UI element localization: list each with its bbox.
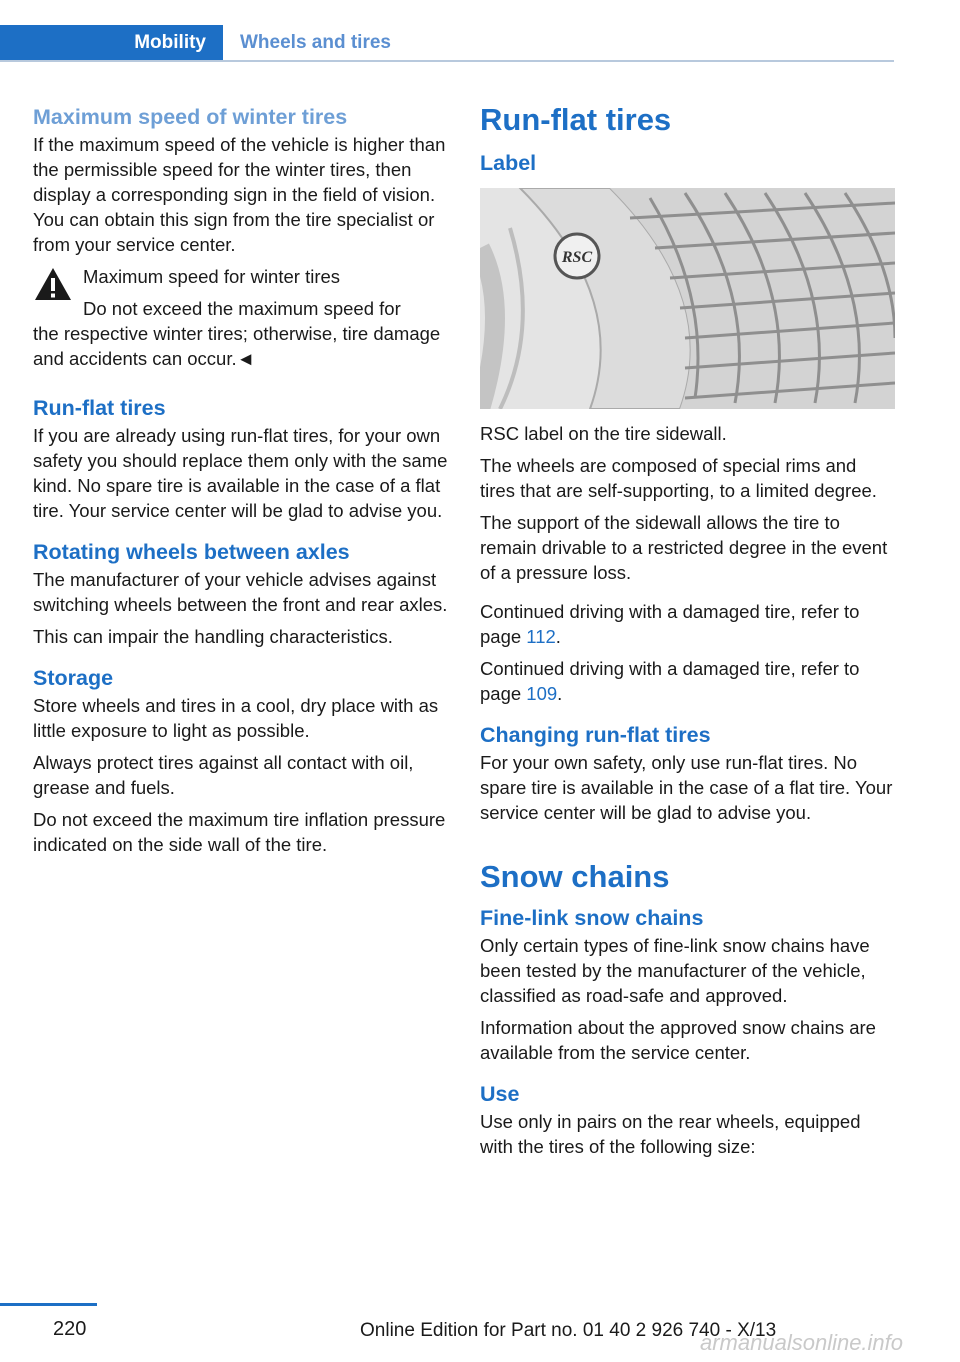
- tab-wheels-and-tires[interactable]: Wheels and tires: [240, 32, 391, 53]
- use-text: Use only in pairs on the rear wheels, equipped with the tires of the following size:: [480, 1111, 861, 1157]
- runflat-text: If you are already using run-flat tires, for your own safety you should replace them only with the same kind. No spare tire is available in the case of a flat tire. Your service center will be glad to advise you.: [33, 425, 448, 521]
- fine-link-heading: Fine-link snow chains: [480, 906, 704, 930]
- rotating-heading: Rotating wheels between axles: [33, 540, 350, 564]
- rsc-logo-text: RSC: [561, 249, 593, 266]
- right-column: [480, 98, 895, 1159]
- footer-divider: [0, 1303, 97, 1306]
- fine-link-text-2: Information about the approved snow chains are available from the service center.: [480, 1017, 876, 1063]
- reference-112-text: Continued driving with a damaged tire, refer to page: [480, 601, 860, 647]
- storage-heading: Storage: [33, 666, 114, 690]
- reference-109: Continued driving with a damaged tire, refer to page 109.: [480, 658, 860, 704]
- winter-tires-text: If the maximum speed of the vehicle is higher than the permissible speed for the winter tires, then display a corresponding sign in the field of vision. You can obtain this sign from the tire specialist or from your service center.: [33, 134, 446, 255]
- page-number: 220: [53, 1318, 87, 1340]
- left-column: [33, 102, 448, 857]
- page-link-109[interactable]: 109: [526, 683, 558, 704]
- warning-text-a: Do not exceed the maximum speed for: [83, 298, 401, 319]
- warning-block: [33, 264, 448, 371]
- warning-title: Maximum speed for winter tires: [83, 266, 341, 287]
- runflat-heading: Run-flat tires: [33, 396, 166, 420]
- storage-text-1: Store wheels and tires in a cool, dry place with as little exposure to light as possible.: [33, 695, 439, 741]
- snow-chains-title: Snow chains: [480, 859, 670, 894]
- tire-sidewall-image: [480, 188, 895, 409]
- use-heading: Use: [480, 1082, 520, 1106]
- tab-mobility[interactable]: Mobility: [0, 25, 223, 61]
- fine-link-text-1: Only certain types of fine-link snow chains have been tested by the manufacturer of the vehicle, classified as road-safe and approved.: [480, 935, 870, 1006]
- storage-text-2: Always protect tires against all contact with oil, grease and fuels.: [33, 752, 414, 798]
- rotating-text-2: This can impair the handling characteristics.: [33, 626, 393, 647]
- watermark: armanualsonline.info: [700, 1330, 904, 1355]
- header-divider: [0, 60, 894, 62]
- header-tabs: [0, 25, 894, 62]
- storage-text-3: Do not exceed the maximum tire inflation pressure indicated on the side wall of the tire.: [33, 809, 446, 855]
- rsc-caption: RSC label on the tire sidewall.: [480, 423, 727, 444]
- reference-112: Continued driving with a damaged tire, refer to page 112.: [480, 601, 860, 647]
- winter-tires-heading: Maximum speed of winter tires: [33, 105, 348, 129]
- warning-icon: [33, 266, 73, 302]
- rsc-logo: [555, 234, 599, 278]
- runflat-title: Run-flat tires: [480, 102, 672, 137]
- changing-runflat-text: For your own safety, only use run-flat tires. No spare tire is available in the case of a flat tire. Your service center will be glad to advise you.: [480, 752, 893, 823]
- edition-text: Online Edition for Part no. 01 40 2 926 740 - X/13: [360, 1320, 777, 1341]
- reference-109-text: Continued driving with a damaged tire, refer to page: [480, 658, 860, 704]
- runflat-text-1: The wheels are composed of special rims and tires that are self-supporting, to a limited degree.: [480, 455, 877, 501]
- runflat-text-2: The support of the sidewall allows the tire to remain drivable to a restricted degree in the event of a pressure loss.: [480, 512, 888, 583]
- warning-text-b: the respective winter tires; otherwise, tire damage and accidents can occur.◄: [33, 323, 441, 369]
- page-link-112[interactable]: 112: [526, 626, 556, 647]
- label-heading: Label: [480, 151, 537, 175]
- changing-runflat-heading: Changing run-flat tires: [480, 723, 711, 747]
- rotating-text-1: The manufacturer of your vehicle advises against switching wheels between the front and rear axles.: [33, 569, 448, 615]
